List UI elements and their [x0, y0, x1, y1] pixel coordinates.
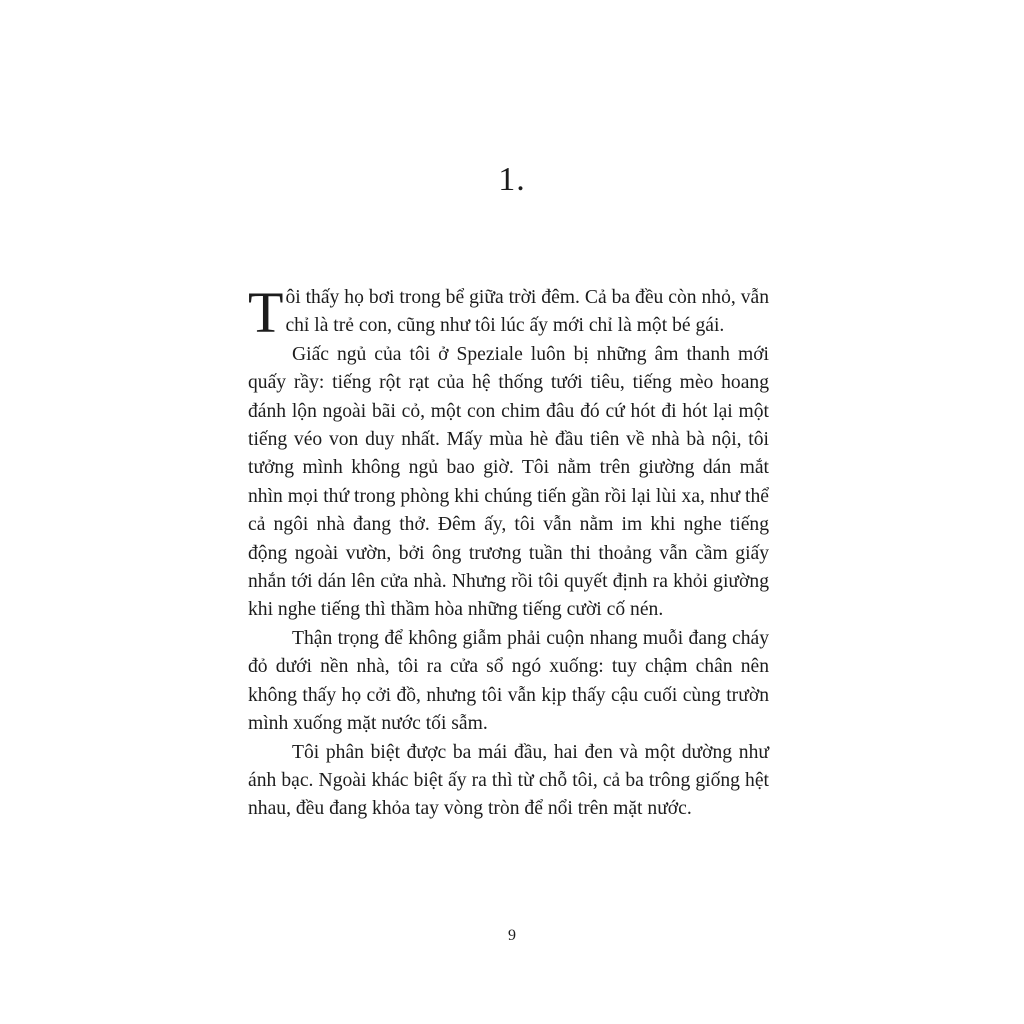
page-number: 9 — [508, 927, 516, 944]
chapter-title: 1. — [498, 161, 526, 198]
paragraph-1-text: ôi thấy họ bơi trong bể giữa trời đêm. Cả ba đều còn nhỏ, vẫn chỉ là trẻ con, cũng như tôi lúc ấy mới chỉ là một bé gái. — [285, 287, 769, 337]
paragraph-4: Tôi phân biệt được ba mái đầu, hai đen và một dường như ánh bạc. Ngoài khác biệt ấy ra thì từ chỗ tôi, cả ba trông giống hệt nhau, đều đang khỏa tay vòng tròn để nổi trên mặt nước. — [248, 741, 769, 820]
paragraph-3: Thận trọng để không giẫm phải cuộn nhang muỗi đang cháy đỏ dưới nền nhà, tôi ra cửa sổ ngó xuống: tuy chậm chân nên không thấy họ cởi đồ, nhưng tôi vẫn kịp thấy cậu cuối cùng trườn mình xuống mặt nước tối sẫm. — [248, 627, 769, 735]
drop-cap: T — [248, 280, 284, 345]
paragraph-2: Giấc ngủ của tôi ở Speziale luôn bị những âm thanh mới quấy rầy: tiếng rột rạt của hệ thống tưới tiêu, tiếng mèo hoang đánh lộn ngoài bãi cỏ, một con chim đâu đó cứ hót đi hót lại một tiếng véo von duy nhất. Mấy mùa hè đầu tiên về nhà bà nội, tôi tưởng mình không ngủ bao giờ. Tôi nằm trên giường dán mắt nhìn mọi thứ trong phòng khi chúng tiến gần rồi lại lùi xa, như thể cả ngôi nhà đang thở. Đêm ấy, tôi vẫn nằm im khi nghe tiếng động ngoài vườn, bởi ông trương tuần thi thoảng vẫn cầm giấy nhắn tới dán lên cửa nhà. Nhưng rồi tôi quyết định ra khỏi giường khi nghe tiếng thì thầm hòa những tiếng cười cố nén. — [248, 343, 769, 621]
chapter-body — [248, 280, 769, 824]
paragraph-1 — [248, 280, 769, 345]
